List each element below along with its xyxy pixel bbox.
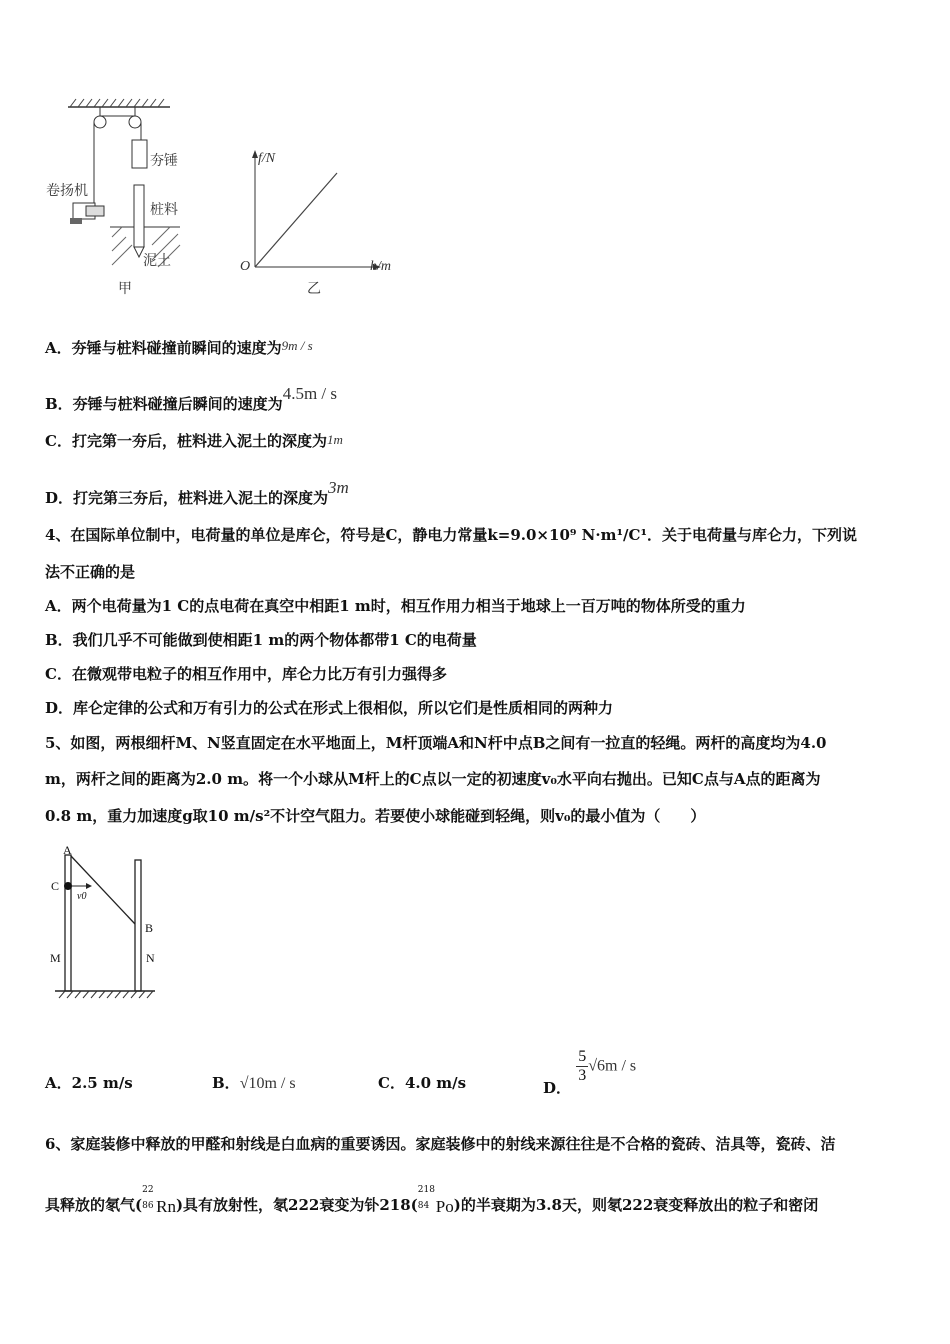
graph-origin: O bbox=[240, 259, 251, 274]
q5-d-value: √6m / s bbox=[588, 1057, 637, 1075]
figure-caption-right: 乙 bbox=[307, 281, 321, 297]
point-c-label: C bbox=[51, 879, 60, 893]
radon-isotope: 22 86 Rn bbox=[142, 1185, 176, 1216]
soil-label: 泥土 bbox=[143, 253, 171, 269]
q4-stem-line1: 4、在国际单位制中，电荷量的单位是库仑，符号是C，静电力常量k=9.0×10⁹ N·m¹/C¹．关于电荷量与库仑力，下列说 bbox=[45, 526, 858, 544]
point-a-label: A bbox=[63, 843, 72, 857]
q3-option-b: B．夯锤与桩料碰撞后瞬间的速度为4.5m / s bbox=[45, 384, 337, 413]
figure-caption-left: 甲 bbox=[118, 281, 132, 297]
q6-stem-line1: 6、家庭装修中释放的甲醛和射线是白血病的重要诱因。家庭装修中的射线来源往往是不合格的瓷砖、洁具等，瓷砖、洁 bbox=[45, 1135, 836, 1153]
q5-option-c: C．4.0 m/s bbox=[378, 1074, 467, 1092]
q5-b-value: √10m / s bbox=[239, 1075, 296, 1092]
polonium-isotope: 218 84 Po bbox=[417, 1185, 454, 1216]
q5-stem-line2: m，两杆之间的距离为2.0 m。将一个小球从M杆上的C点以一定的初速度v₀水平向右抛出。已知C点与A点的距离为 bbox=[45, 770, 821, 788]
q4-option-b: B．我们几乎不可能做到使相距1 m的两个物体都带1 C的电荷量 bbox=[45, 631, 477, 649]
q5-option-a: A．2.5 m/s bbox=[45, 1074, 133, 1092]
q3-option-d: D．打完第三夯后，桩料进入泥土的深度为3m bbox=[45, 478, 349, 507]
v0-label: v0 bbox=[77, 891, 87, 902]
graph-ylabel: f/N bbox=[258, 151, 276, 166]
rod-m-label: M bbox=[50, 951, 61, 965]
q4-option-c: C．在微观带电粒子的相互作用中，库仑力比万有引力强得多 bbox=[45, 665, 447, 683]
winch-label: 卷扬机 bbox=[46, 183, 88, 199]
q4-option-a: A．两个电荷量为1 C的点电荷在真空中相距1 m时，相互作用力相当于地球上一百万吨的物体所受的重力 bbox=[45, 597, 746, 615]
q3-c-value: 1m bbox=[326, 432, 343, 447]
q3-b-value: 4.5m / s bbox=[282, 384, 337, 403]
graph-xlabel: h/m bbox=[370, 259, 391, 274]
q3-option-c: C．打完第一夯后，桩料进入泥土的深度为1m bbox=[45, 432, 343, 450]
q5-stem-line3: 0.8 m，重力加速度g取10 m/s²不计空气阻力。若要使小球能碰到轻绳，则v₀的最小值为（ ） bbox=[45, 807, 706, 825]
q3-d-value: 3m bbox=[328, 478, 349, 497]
q5-option-d: D． $\frac{5}{3}$ √6m / s bbox=[543, 1048, 637, 1097]
pile-label: 桩料 bbox=[150, 202, 178, 218]
force-line bbox=[255, 173, 337, 267]
hammer-label: 夯锤 bbox=[150, 153, 178, 169]
point-b-label: B bbox=[145, 921, 154, 935]
q4-option-d: D．库仑定律的公式和万有引力的公式在形式上很相似，所以它们是性质相同的两种力 bbox=[45, 699, 614, 717]
q6-stem-line2: 具释放的氡气( 22 86 Rn)具有放射性，氡222衰变为钋218( 218 84 Po)的半衰期为3.8天，则氡222衰变释放出的粒子和密闭 bbox=[45, 1185, 819, 1216]
q3-option-a: A．夯锤与桩料碰撞前瞬间的速度为9m / s bbox=[45, 338, 313, 357]
q5-d-fraction: $\frac{5}{3}$ bbox=[578, 1048, 587, 1084]
q4-stem-line2: 法不正确的是 bbox=[45, 563, 136, 581]
q3-a-value: 9m / s bbox=[281, 338, 313, 353]
rod-n-label: N bbox=[146, 951, 155, 965]
q5-option-b: B．√10m / s bbox=[212, 1074, 296, 1092]
q5-stem-line1: 5、如图，两根细杆M、N竖直固定在水平地面上，M杆顶端A和N杆中点B之间有一拉直的轻绳。两杆的高度均为4.0 bbox=[45, 734, 827, 752]
